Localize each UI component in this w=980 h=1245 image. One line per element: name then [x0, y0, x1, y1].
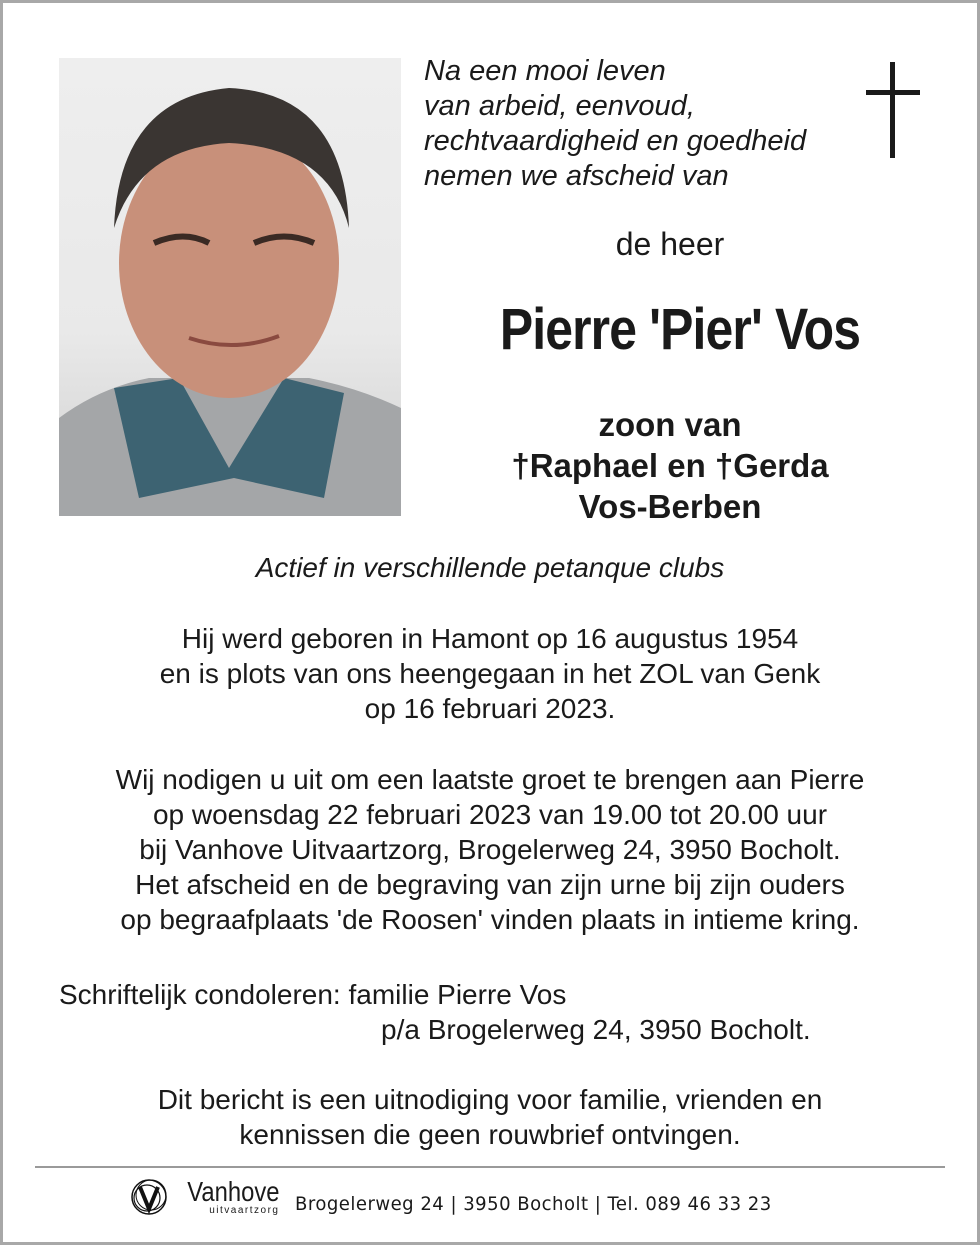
text-line: kennissen die geen rouwbrief ontvingen. [239, 1119, 741, 1150]
portrait-photo [59, 58, 401, 516]
text-line: op 16 februari 2023. [364, 693, 616, 724]
closing-note [0, 1082, 980, 1152]
divider [35, 1166, 945, 1168]
brand-name: Vanhove [187, 1176, 280, 1207]
text-line: Schriftelijk condoleren: familie Pierre Vos [59, 979, 567, 1010]
footer [128, 1176, 797, 1218]
text-line: en is plots van ons heengegaan in het ZOL van Genk [159, 658, 821, 689]
text-line: op woensdag 22 februari 2023 van 19.00 tot 20.00 uur [152, 799, 828, 830]
text-line: Het afscheid en de begraving van zijn urne bij zijn ouders [135, 869, 845, 900]
honorific: de heer [615, 226, 725, 262]
intro-line: van arbeid, eenvoud, [424, 90, 695, 122]
deceased-name: Pierre 'Pier' Vos [499, 297, 861, 362]
intro-line: rechtvaardigheid en goedheid [424, 125, 807, 157]
logo-mark-icon [128, 1176, 170, 1218]
intro-line: Na een mooi leven [424, 55, 666, 87]
condolence-address [59, 977, 811, 1047]
cross-icon [866, 62, 920, 158]
text-line: p/a Brogelerweg 24, 3950 Bocholt. [381, 1014, 811, 1045]
brand-sub: uitvaartzorg [209, 1205, 280, 1216]
text-line: Wij nodigen u uit om een laatste groet te brengen aan Pierre [115, 764, 865, 795]
invite-paragraph [0, 762, 980, 937]
intro-line: nemen we afscheid van [424, 160, 729, 192]
text-line: op begraafplaats 'de Roosen' vinden plaats in intieme kring. [120, 904, 860, 935]
text-line: Dit bericht is een uitnodiging voor familie, vrienden en [157, 1084, 823, 1115]
footer-address: Brogelerweg 24 | 3950 Bocholt | Tel. 089 46 33 23 [295, 1193, 773, 1215]
parents-line: zoon van [598, 406, 742, 443]
text-line: Hij werd geboren in Hamont op 16 augustus 1954 [181, 623, 799, 654]
parents [420, 404, 920, 527]
intro-verse [424, 54, 806, 194]
parents-line: Vos-Berben [578, 488, 762, 525]
parents-line: †Raphael en †Gerda [511, 447, 829, 484]
birth-paragraph [0, 621, 980, 726]
text-line: bij Vanhove Uitvaartzorg, Brogelerweg 24, 3950 Bocholt. [139, 834, 841, 865]
activity-note: Actief in verschillende petanque clubs [255, 552, 725, 583]
vanhove-logo [128, 1176, 279, 1218]
